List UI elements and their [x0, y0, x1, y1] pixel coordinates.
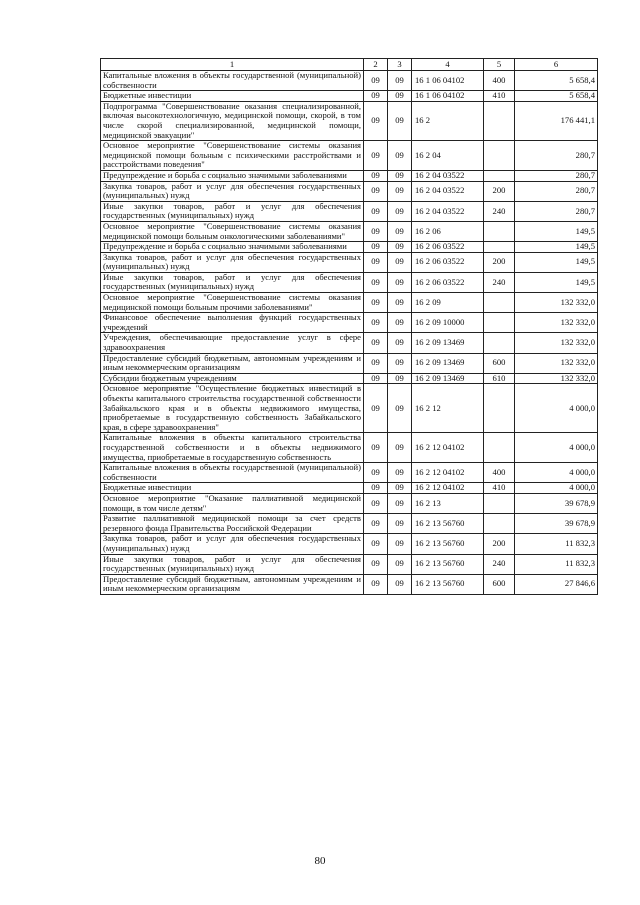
header-col-3: 3: [388, 59, 412, 71]
row-subsection-cell: 09: [388, 221, 412, 241]
row-name-cell: Закупка товаров, работ и услуг для обеспечения государственных (муниципальных) нужд: [101, 252, 364, 272]
row-name-cell: Предоставление субсидий бюджетным, автономным учреждениям и иным некоммерческим организациям: [101, 574, 364, 594]
row-target-article-cell: 16 2 13 56760: [412, 574, 484, 594]
row-amount-cell: 5 658,4: [515, 91, 598, 102]
table-row: [101, 574, 598, 594]
row-amount-cell: 5 658,4: [515, 71, 598, 91]
row-section-cell: 09: [364, 433, 388, 463]
table-row: [101, 534, 598, 554]
table-row: [101, 373, 598, 384]
table-row: [101, 221, 598, 241]
row-subsection-cell: 09: [388, 554, 412, 574]
row-amount-cell: 132 332,0: [515, 333, 598, 353]
table-row: [101, 71, 598, 91]
row-name-cell: Учреждения, обеспечивающие предоставление услуг в сфере здравоохранения: [101, 333, 364, 353]
header-col-4: 4: [412, 59, 484, 71]
row-subsection-cell: 09: [388, 574, 412, 594]
row-target-article-cell: 16 2 04 03522: [412, 201, 484, 221]
row-amount-cell: 149,5: [515, 242, 598, 253]
row-section-cell: 09: [364, 554, 388, 574]
row-subsection-cell: 09: [388, 181, 412, 201]
row-target-article-cell: 16 2 04 03522: [412, 181, 484, 201]
table-row: [101, 91, 598, 102]
row-amount-cell: 27 846,6: [515, 574, 598, 594]
row-name-cell: Иные закупки товаров, работ и услуг для обеспечения государственных (муниципальных) нужд: [101, 554, 364, 574]
row-subsection-cell: 09: [388, 534, 412, 554]
row-amount-cell: 149,5: [515, 252, 598, 272]
row-expense-type-cell: [484, 170, 515, 181]
row-amount-cell: 132 332,0: [515, 373, 598, 384]
table-row: [101, 293, 598, 313]
row-section-cell: 09: [364, 353, 388, 373]
row-section-cell: 09: [364, 141, 388, 171]
row-subsection-cell: 09: [388, 71, 412, 91]
row-target-article-cell: 16 2 13 56760: [412, 554, 484, 574]
row-section-cell: 09: [364, 170, 388, 181]
table-row: [101, 181, 598, 201]
row-target-article-cell: 16 2 04: [412, 141, 484, 171]
row-name-cell: Основное мероприятие "Совершенствование системы оказания медицинской помощи больным с психическими расстройствами и расстройствами поведения": [101, 141, 364, 171]
row-amount-cell: 4 000,0: [515, 463, 598, 483]
row-subsection-cell: 09: [388, 463, 412, 483]
row-amount-cell: 39 678,9: [515, 493, 598, 513]
row-section-cell: 09: [364, 463, 388, 483]
row-section-cell: 09: [364, 313, 388, 333]
row-section-cell: 09: [364, 221, 388, 241]
row-target-article-cell: 16 2 09: [412, 293, 484, 313]
row-amount-cell: 11 832,3: [515, 534, 598, 554]
row-target-article-cell: 16 1 06 04102: [412, 91, 484, 102]
row-subsection-cell: 09: [388, 373, 412, 384]
row-target-article-cell: 16 2 09 10000: [412, 313, 484, 333]
row-expense-type-cell: [484, 493, 515, 513]
row-subsection-cell: 09: [388, 493, 412, 513]
row-name-cell: Основное мероприятие "Оказание паллиативной медицинской помощи, в том числе детям": [101, 493, 364, 513]
table-row: [101, 433, 598, 463]
page-number: 80: [314, 855, 326, 867]
row-expense-type-cell: 410: [484, 91, 515, 102]
row-target-article-cell: 16 2 09 13469: [412, 333, 484, 353]
table-row: [101, 141, 598, 171]
header-col-5: 5: [484, 59, 515, 71]
table-row: [101, 514, 598, 534]
row-name-cell: Закупка товаров, работ и услуг для обеспечения государственных (муниципальных) нужд: [101, 534, 364, 554]
row-target-article-cell: 16 2: [412, 101, 484, 140]
row-subsection-cell: 09: [388, 353, 412, 373]
table-row: [101, 252, 598, 272]
row-name-cell: Иные закупки товаров, работ и услуг для обеспечения государственных (муниципальных) нужд: [101, 272, 364, 292]
table-row: [101, 353, 598, 373]
row-expense-type-cell: 400: [484, 71, 515, 91]
row-section-cell: 09: [364, 333, 388, 353]
row-amount-cell: 11 832,3: [515, 554, 598, 574]
row-target-article-cell: 16 2 06 03522: [412, 272, 484, 292]
row-subsection-cell: 09: [388, 514, 412, 534]
row-target-article-cell: 16 2 12 04102: [412, 483, 484, 494]
row-expense-type-cell: [484, 333, 515, 353]
row-section-cell: 09: [364, 242, 388, 253]
table-header-row: [101, 59, 598, 71]
row-target-article-cell: 16 2 06: [412, 221, 484, 241]
row-target-article-cell: 16 2 13 56760: [412, 514, 484, 534]
row-name-cell: Основное мероприятие "Осуществление бюджетных инвестиций в объекты капитального строительства государственной собственности Забайкальского края и в объекты недвижимого имущества, приобретаемые в государственную собственность Забайкальского края, в сфере здравоохранения": [101, 384, 364, 433]
row-subsection-cell: 09: [388, 384, 412, 433]
row-section-cell: 09: [364, 483, 388, 494]
row-name-cell: Основное мероприятие "Совершенствование системы оказания медицинской помощи больным прочими заболеваниями": [101, 293, 364, 313]
row-subsection-cell: 09: [388, 293, 412, 313]
row-expense-type-cell: [484, 141, 515, 171]
table-row: [101, 483, 598, 494]
row-expense-type-cell: 240: [484, 201, 515, 221]
row-name-cell: Капитальные вложения в объекты капитального строительства государственной собственности и в объекты недвижимого имущества, приобретаемые в государственную собственность: [101, 433, 364, 463]
row-subsection-cell: 09: [388, 141, 412, 171]
table-row: [101, 333, 598, 353]
row-target-article-cell: 16 1 06 04102: [412, 71, 484, 91]
row-expense-type-cell: [484, 433, 515, 463]
row-subsection-cell: 09: [388, 101, 412, 140]
row-amount-cell: 4 000,0: [515, 384, 598, 433]
row-name-cell: Развитие паллиативной медицинской помощи за счет средств резервного фонда Правительства Российской Федерации: [101, 514, 364, 534]
row-name-cell: Иные закупки товаров, работ и услуг для обеспечения государственных (муниципальных) нужд: [101, 201, 364, 221]
row-name-cell: Предупреждение и борьба с социально значимыми заболеваниями: [101, 242, 364, 253]
row-name-cell: Бюджетные инвестиции: [101, 483, 364, 494]
row-subsection-cell: 09: [388, 242, 412, 253]
row-subsection-cell: 09: [388, 252, 412, 272]
row-target-article-cell: 16 2 12: [412, 384, 484, 433]
row-target-article-cell: 16 2 12 04102: [412, 463, 484, 483]
row-section-cell: 09: [364, 384, 388, 433]
row-expense-type-cell: [484, 293, 515, 313]
row-expense-type-cell: [484, 242, 515, 253]
row-expense-type-cell: [484, 221, 515, 241]
row-amount-cell: 280,7: [515, 141, 598, 171]
row-target-article-cell: 16 2 09 13469: [412, 353, 484, 373]
row-target-article-cell: 16 2 04 03522: [412, 170, 484, 181]
budget-table: [100, 58, 598, 595]
table-row: [101, 201, 598, 221]
row-amount-cell: 39 678,9: [515, 514, 598, 534]
row-expense-type-cell: 400: [484, 463, 515, 483]
row-section-cell: 09: [364, 252, 388, 272]
row-subsection-cell: 09: [388, 433, 412, 463]
row-target-article-cell: 16 2 06 03522: [412, 242, 484, 253]
row-expense-type-cell: 610: [484, 373, 515, 384]
row-target-article-cell: 16 2 06 03522: [412, 252, 484, 272]
row-amount-cell: 280,7: [515, 181, 598, 201]
row-section-cell: 09: [364, 71, 388, 91]
row-name-cell: Основное мероприятие "Совершенствование системы оказания медицинской помощи больным онкологическими заболеваниями": [101, 221, 364, 241]
row-expense-type-cell: 600: [484, 353, 515, 373]
header-col-6: 6: [515, 59, 598, 71]
row-subsection-cell: 09: [388, 313, 412, 333]
row-section-cell: 09: [364, 272, 388, 292]
row-expense-type-cell: [484, 313, 515, 333]
row-amount-cell: 132 332,0: [515, 313, 598, 333]
row-expense-type-cell: 200: [484, 181, 515, 201]
row-target-article-cell: 16 2 13 56760: [412, 534, 484, 554]
row-name-cell: Бюджетные инвестиции: [101, 91, 364, 102]
row-subsection-cell: 09: [388, 333, 412, 353]
row-amount-cell: 280,7: [515, 201, 598, 221]
row-amount-cell: 132 332,0: [515, 353, 598, 373]
row-target-article-cell: 16 2 13: [412, 493, 484, 513]
row-name-cell: Капитальные вложения в объекты государственной (муниципальной) собственности: [101, 463, 364, 483]
row-section-cell: 09: [364, 534, 388, 554]
row-expense-type-cell: 240: [484, 272, 515, 292]
header-col-1: 1: [101, 59, 364, 71]
row-section-cell: 09: [364, 201, 388, 221]
table-row: [101, 272, 598, 292]
row-name-cell: Закупка товаров, работ и услуг для обеспечения государственных (муниципальных) нужд: [101, 181, 364, 201]
row-expense-type-cell: 600: [484, 574, 515, 594]
row-expense-type-cell: 200: [484, 252, 515, 272]
row-amount-cell: 149,5: [515, 272, 598, 292]
row-amount-cell: 132 332,0: [515, 293, 598, 313]
row-amount-cell: 4 000,0: [515, 433, 598, 463]
row-target-article-cell: 16 2 09 13469: [412, 373, 484, 384]
table-body: [101, 71, 598, 595]
row-section-cell: 09: [364, 373, 388, 384]
table-row: [101, 554, 598, 574]
table-row: [101, 384, 598, 433]
row-name-cell: Подпрограмма "Совершенствование оказания специализированной, включая высокотехнологичную, медицинской помощи, скорой, в том числе скорой специализированной, медицинской помощи, медицинской эвакуации": [101, 101, 364, 140]
row-section-cell: 09: [364, 181, 388, 201]
row-name-cell: Финансовое обеспечение выполнения функций государственных учреждений: [101, 313, 364, 333]
row-section-cell: 09: [364, 574, 388, 594]
row-amount-cell: 149,5: [515, 221, 598, 241]
table-row: [101, 170, 598, 181]
row-subsection-cell: 09: [388, 483, 412, 494]
row-name-cell: Предоставление субсидий бюджетным, автономным учреждениям и иным некоммерческим организациям: [101, 353, 364, 373]
row-expense-type-cell: 200: [484, 534, 515, 554]
table-row: [101, 242, 598, 253]
row-target-article-cell: 16 2 12 04102: [412, 433, 484, 463]
row-section-cell: 09: [364, 493, 388, 513]
table-row: [101, 463, 598, 483]
row-subsection-cell: 09: [388, 201, 412, 221]
row-expense-type-cell: 240: [484, 554, 515, 574]
row-section-cell: 09: [364, 514, 388, 534]
table-row: [101, 313, 598, 333]
row-expense-type-cell: [484, 384, 515, 433]
row-name-cell: Капитальные вложения в объекты государственной (муниципальной) собственности: [101, 71, 364, 91]
row-subsection-cell: 09: [388, 170, 412, 181]
row-subsection-cell: 09: [388, 91, 412, 102]
header-col-2: 2: [364, 59, 388, 71]
row-name-cell: Субсидии бюджетным учреждениям: [101, 373, 364, 384]
row-expense-type-cell: [484, 101, 515, 140]
row-section-cell: 09: [364, 91, 388, 102]
row-name-cell: Предупреждение и борьба с социально значимыми заболеваниями: [101, 170, 364, 181]
table-row: [101, 101, 598, 140]
row-amount-cell: 4 000,0: [515, 483, 598, 494]
row-subsection-cell: 09: [388, 272, 412, 292]
table-row: [101, 493, 598, 513]
row-expense-type-cell: [484, 514, 515, 534]
row-section-cell: 09: [364, 293, 388, 313]
row-section-cell: 09: [364, 101, 388, 140]
row-expense-type-cell: 410: [484, 483, 515, 494]
row-amount-cell: 280,7: [515, 170, 598, 181]
row-amount-cell: 176 441,1: [515, 101, 598, 140]
